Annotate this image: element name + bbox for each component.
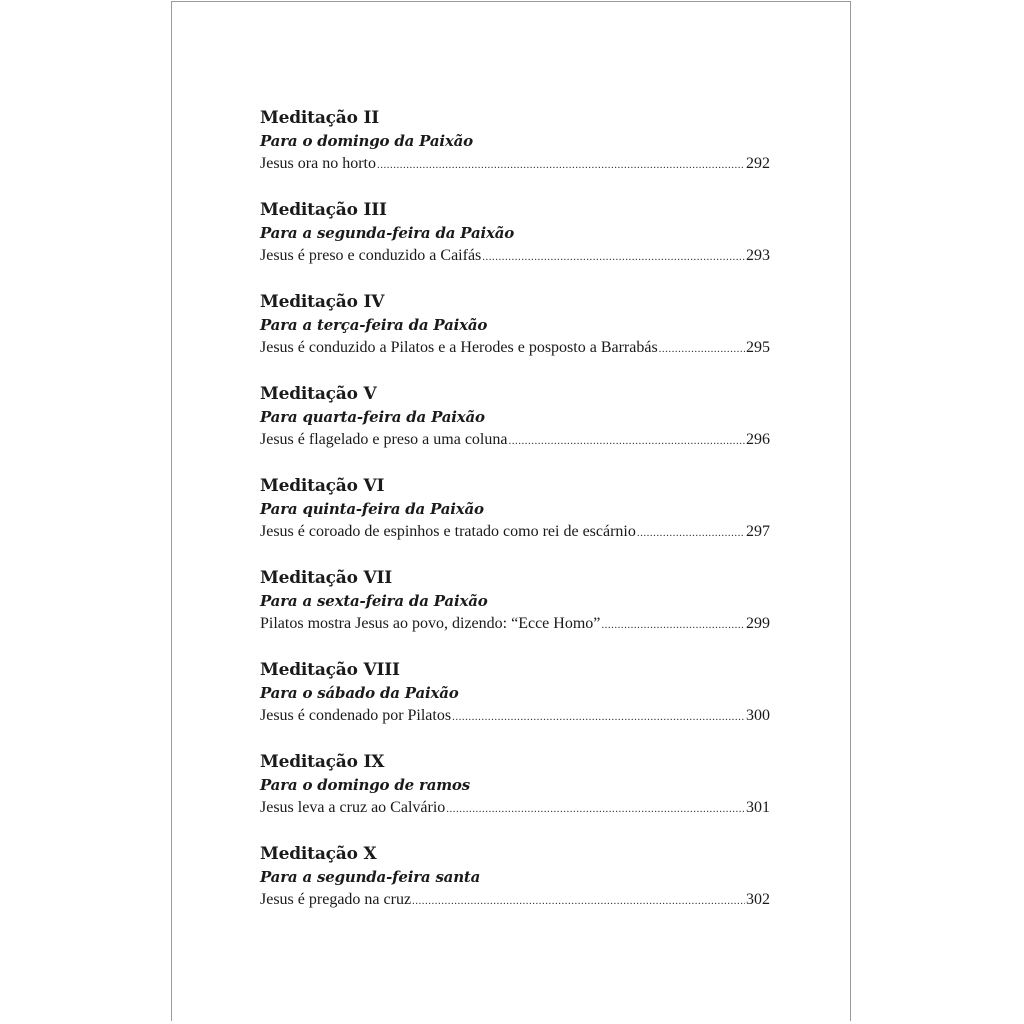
toc-entry bbox=[260, 198, 770, 290]
entry-heading: Meditação V bbox=[260, 384, 377, 404]
toc-entry bbox=[260, 474, 770, 566]
entry-heading: Meditação III bbox=[260, 200, 387, 220]
entry-title: Jesus é coroado de espinhos e tratado como rei de escárnio bbox=[260, 523, 636, 540]
dot-leader bbox=[482, 245, 745, 269]
entry-subtitle: Para a segunda-feira santa bbox=[260, 868, 481, 886]
entry-subtitle: Para a segunda-feira da Paixão bbox=[260, 224, 515, 242]
table-of-contents bbox=[260, 106, 770, 934]
toc-entry bbox=[260, 842, 770, 934]
dot-leader bbox=[601, 613, 745, 637]
toc-entry bbox=[260, 658, 770, 750]
dot-leader bbox=[659, 337, 745, 361]
entry-line bbox=[260, 336, 770, 361]
entry-heading: Meditação VI bbox=[260, 476, 385, 496]
dot-leader bbox=[412, 889, 745, 913]
entry-page-number: 297 bbox=[746, 523, 770, 540]
entry-heading: Meditação VII bbox=[260, 568, 392, 588]
entry-subtitle: Para o domingo de ramos bbox=[260, 776, 470, 794]
toc-entry bbox=[260, 106, 770, 198]
entry-subtitle: Para a terça-feira da Paixão bbox=[260, 316, 488, 334]
entry-subtitle: Para quinta-feira da Paixão bbox=[260, 500, 484, 518]
entry-line bbox=[260, 244, 770, 269]
entry-title: Jesus leva a cruz ao Calvário bbox=[260, 799, 446, 816]
toc-entry bbox=[260, 750, 770, 842]
entry-page-number: 296 bbox=[746, 431, 770, 448]
entry-line bbox=[260, 152, 770, 177]
dot-leader bbox=[508, 429, 745, 453]
entry-heading: Meditação IX bbox=[260, 752, 385, 772]
entry-subtitle: Para quarta-feira da Paixão bbox=[260, 408, 485, 426]
entry-line bbox=[260, 612, 770, 637]
dot-leader bbox=[377, 153, 745, 177]
entry-title: Jesus é pregado na cruz bbox=[260, 891, 412, 908]
entry-heading: Meditação VIII bbox=[260, 660, 400, 680]
toc-entry bbox=[260, 290, 770, 382]
toc-entry bbox=[260, 382, 770, 474]
entry-subtitle: Para a sexta-feira da Paixão bbox=[260, 592, 488, 610]
entry-page-number: 300 bbox=[746, 707, 770, 724]
entry-line bbox=[260, 888, 770, 913]
entry-line bbox=[260, 428, 770, 453]
entry-heading: Meditação IV bbox=[260, 292, 385, 312]
entry-page-number: 301 bbox=[746, 799, 770, 816]
entry-heading: Meditação X bbox=[260, 844, 377, 864]
entry-subtitle: Para o domingo da Paixão bbox=[260, 132, 473, 150]
toc-entry bbox=[260, 566, 770, 658]
entry-page-number: 302 bbox=[746, 891, 770, 908]
dot-leader bbox=[446, 797, 745, 821]
entry-title: Jesus é preso e conduzido a Caifás bbox=[260, 247, 482, 264]
entry-title: Pilatos mostra Jesus ao povo, dizendo: “Ecce Homo” bbox=[260, 615, 601, 632]
entry-title: Jesus é condenado por Pilatos bbox=[260, 707, 452, 724]
entry-title: Jesus ora no horto bbox=[260, 155, 376, 172]
entry-line bbox=[260, 704, 770, 729]
entry-subtitle: Para o sábado da Paixão bbox=[260, 684, 459, 702]
dot-leader bbox=[452, 705, 745, 729]
book-page bbox=[171, 1, 851, 1021]
entry-page-number: 299 bbox=[746, 615, 770, 632]
entry-line bbox=[260, 520, 770, 545]
dot-leader bbox=[637, 521, 745, 545]
entry-page-number: 292 bbox=[746, 155, 770, 172]
entry-heading: Meditação II bbox=[260, 108, 379, 128]
entry-title: Jesus é conduzido a Pilatos e a Herodes e posposto a Barrabás bbox=[260, 339, 658, 356]
entry-title: Jesus é flagelado e preso a uma coluna bbox=[260, 431, 508, 448]
entry-page-number: 293 bbox=[746, 247, 770, 264]
entry-page-number: 295 bbox=[746, 339, 770, 356]
entry-line bbox=[260, 796, 770, 821]
